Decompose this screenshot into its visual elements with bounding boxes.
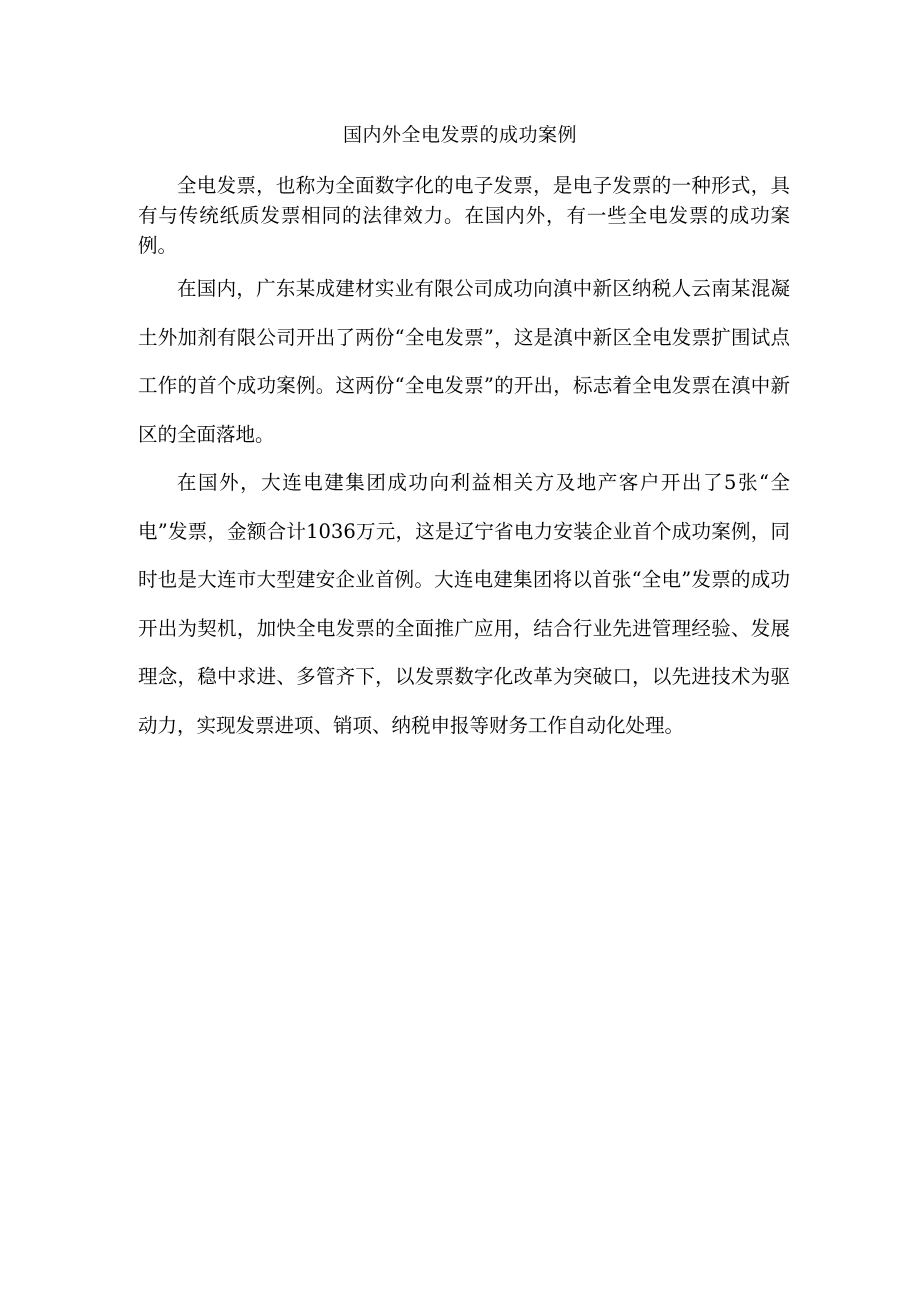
paragraph-intro: 全电发票，也称为全面数字化的电子发票，是电子发票的一种形式，具有与传统纸质发票相同的法律效力。在国内外，有一些全电发票的成功案例。 [138, 174, 790, 257]
document-title: 国内外全电发票的成功案例 [342, 124, 577, 146]
paragraph-foreign: 在国外，大连电建集团成功向利益相关方及地产客户开出了5张“全电”发票，金额合计1036万元，这是辽宁省电力安装企业首个成功案例，同时也是大连市大型建安企业首例。大连电建集团将以首张“全电”发票的成功开出为契机，加快全电发票的全面推广应用，结合行业先进管理经验、发展理念，稳中求进、多管齐下，以发票数字化改革为突破口，以先进技术为驱动力，实现发票进项、销项、纳税申报等财务工作自动化处理。 [138, 471, 790, 737]
paragraph-domestic: 在国内，广东某成建材实业有限公司成功向滇中新区纳税人云南某混凝土外加剂有限公司开出了两份“全电发票”，这是滇中新区全电发票扩围试点工作的首个成功案例。这两份“全电发票”的开出，标志着全电发票在滇中新区的全面落地。 [138, 277, 790, 446]
